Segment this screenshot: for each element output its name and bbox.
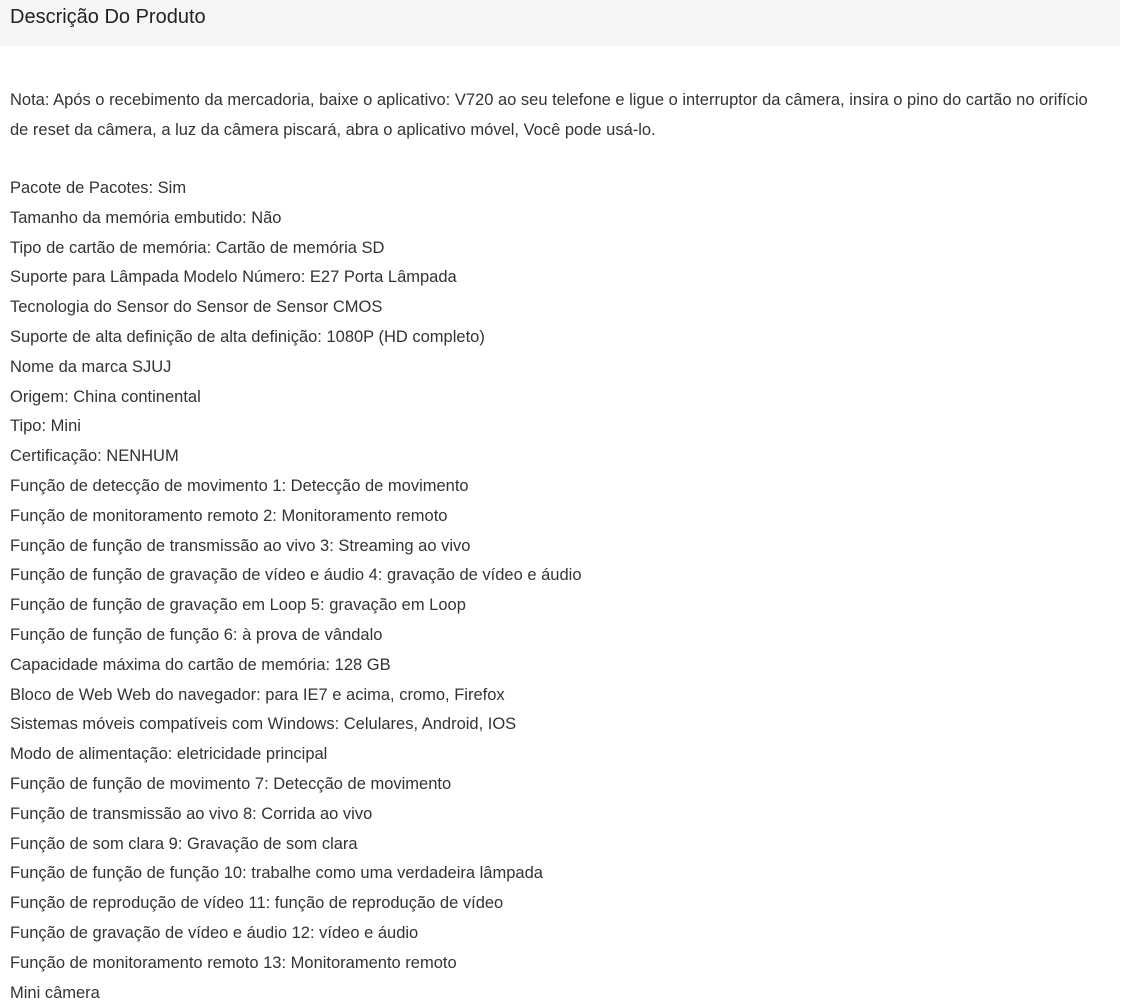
spec-item: Função de função de gravação em Loop 5: gravação em Loop — [10, 596, 466, 615]
spec-item: Origem: China continental — [10, 387, 201, 406]
product-note: Nota: Após o recebimento da mercadoria, baixe o aplicativo: V720 ao seu telefone e ligue o interruptor da câmera, insira o pino do cartão no orifício de reset da câmera, a luz da câmera piscará, abra o aplicativo móvel, Você pode usá-lo. — [10, 91, 1088, 139]
spec-item: Bloco de Web Web do navegador: para IE7 e acima, cromo, Firefox — [10, 685, 505, 704]
spec-item: Capacidade máxima do cartão de memória: 128 GB — [10, 655, 391, 674]
spec-item: Função de detecção de movimento 1: Detecção de movimento — [10, 476, 469, 495]
section-title: Descrição Do Produto — [10, 6, 206, 28]
spec-item: Função de função de gravação de vídeo e áudio 4: gravação de vídeo e áudio — [10, 566, 582, 585]
spec-item: Função de gravação de vídeo e áudio 12: vídeo e áudio — [10, 923, 419, 942]
spec-item: Função de função de função 6: à prova de vândalo — [10, 625, 383, 644]
spec-item: Função de som clara 9: Gravação de som clara — [10, 834, 358, 853]
spec-item: Mini câmera — [10, 983, 100, 1001]
spec-item: Sistemas móveis compatíveis com Windows: Celulares, Android, IOS — [10, 715, 517, 734]
spec-item: Tecnologia do Sensor do Sensor de Sensor CMOS — [10, 298, 383, 317]
section-header — [0, 0, 1120, 46]
spec-list — [10, 174, 1110, 1001]
spec-item: Tamanho da memória embutido: Não — [10, 208, 282, 227]
spec-item: Função de função de função 10: trabalhe como uma verdadeira lâmpada — [10, 864, 543, 883]
spec-item: Nome da marca SJUJ — [10, 357, 172, 376]
spec-item: Função de função de transmissão ao vivo 3: Streaming ao vivo — [10, 536, 471, 555]
spec-item: Pacote de Pacotes: Sim — [10, 179, 187, 197]
spec-item: Função de monitoramento remoto 2: Monitoramento remoto — [10, 506, 448, 525]
spec-item: Função de função de movimento 7: Detecção de movimento — [10, 774, 452, 793]
spec-item: Certificação: NENHUM — [10, 447, 179, 466]
spec-item: Tipo: Mini — [10, 417, 81, 436]
spec-item: Tipo de cartão de memória: Cartão de memória SD — [10, 238, 385, 257]
spec-item: Função de monitoramento remoto 13: Monitoramento remoto — [10, 953, 457, 972]
spec-item: Modo de alimentação: eletricidade principal — [10, 745, 328, 764]
spec-item: Suporte de alta definição de alta definição: 1080P (HD completo) — [10, 327, 485, 346]
spec-item: Suporte para Lâmpada Modelo Número: E27 Porta Lâmpada — [10, 268, 457, 287]
spec-item: Função de transmissão ao vivo 8: Corrida ao vivo — [10, 804, 373, 823]
spec-item: Função de reprodução de vídeo 11: função de reprodução de vídeo — [10, 894, 504, 913]
